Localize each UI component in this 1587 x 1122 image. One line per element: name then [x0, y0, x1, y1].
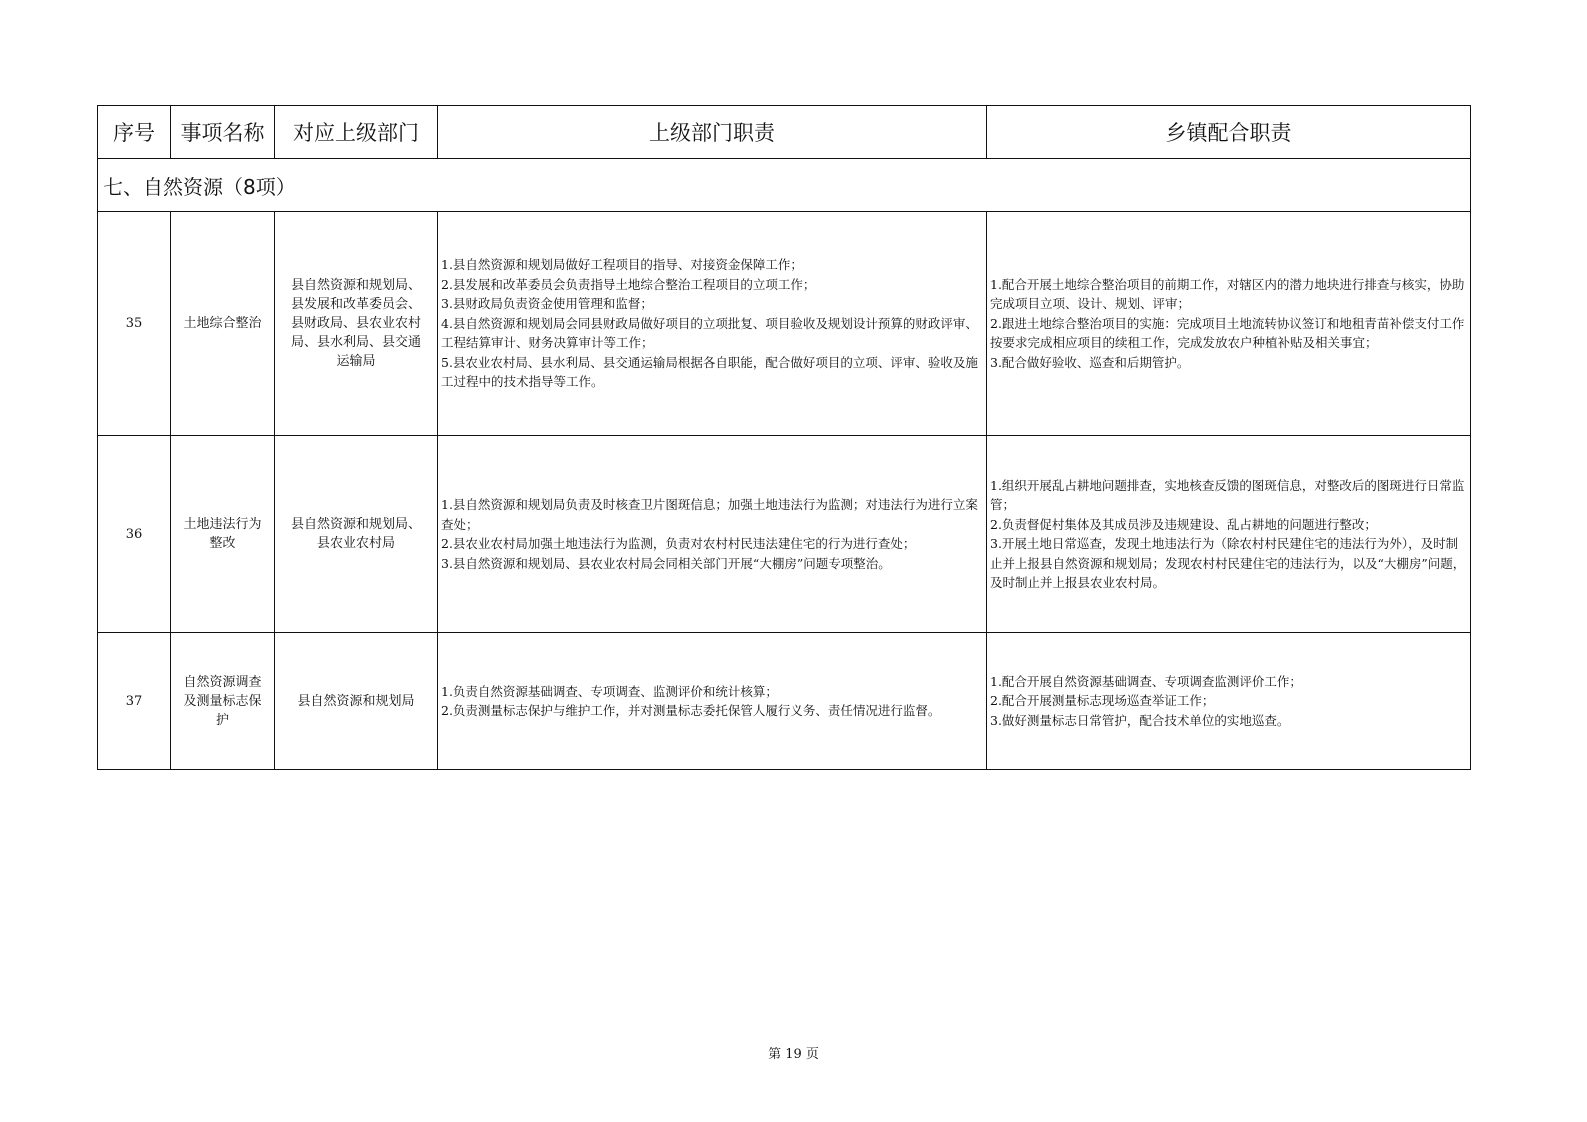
duty-item: 3.开展土地日常巡查，发现土地违法行为（除农村村民建住宅的违法行为外），及时制止并上报县自然资源和规划局；发现农村村民建住宅的违法行为，以及“大棚房”问题，及时制止并上报县农业农村局。 — [990, 536, 1466, 590]
duty-item: 4.县自然资源和规划局会同县财政局做好项目的立项批复、项目验收及规划设计预算的财政评审、工程结算审计、财务决算审计等工作； — [441, 315, 978, 351]
table-row — [98, 633, 1471, 770]
row-number: 37 — [98, 633, 171, 770]
header-item-name: 事项名称 — [171, 106, 275, 159]
department-line: 县财政局、县农业农村 — [290, 316, 421, 331]
department-line: 县自然资源和规划局 — [297, 693, 415, 709]
item-name — [171, 436, 275, 633]
section-row — [98, 159, 1471, 212]
item-name-line: 整改 — [209, 536, 236, 551]
table-row — [98, 212, 1471, 436]
department-line: 县自然资源和规划局、 — [290, 517, 421, 532]
section-title: 七、自然资源（8项） — [98, 159, 1471, 212]
duty-item: 2.负责测量标志保护与维护工作，并对测量标志委托保管人履行义务、责任情况进行监督。 — [441, 703, 941, 718]
duty-item: 1.县自然资源和规划局做好工程项目的指导、对接资金保障工作； — [441, 257, 803, 273]
township-duties — [987, 212, 1471, 436]
department-line: 县自然资源和规划局、 — [290, 278, 421, 293]
item-name — [171, 212, 275, 436]
department-line: 县发展和改革委员会、 — [290, 297, 421, 312]
duty-item: 5.县农业农村局、县水利局、县交通运输局根据各自职能，配合做好项目的立项、评审、验收及施工过程中的技术指导等工作。 — [441, 354, 978, 390]
item-name-line: 护 — [215, 712, 229, 728]
item-name-line: 土地违法行为 — [183, 517, 262, 532]
header-township-duties: 乡镇配合职责 — [987, 106, 1471, 159]
header-upper-department: 对应上级部门 — [275, 106, 438, 159]
item-name — [171, 633, 275, 770]
duty-item: 1.负责自然资源基础调查、专项调查、监测评价和统计核算； — [441, 683, 778, 699]
duty-item: 2.配合开展测量标志现场巡查举证工作； — [990, 693, 1215, 709]
page-number: 第 19 页 — [768, 1047, 819, 1062]
upper-department — [275, 212, 438, 436]
upper-duties — [438, 212, 987, 436]
department-line: 运输局 — [336, 354, 376, 369]
duty-item: 3.配合做好验收、巡查和后期管护。 — [990, 354, 1190, 370]
township-duties — [987, 436, 1471, 633]
duty-item: 1.组织开展乱占耕地问题排查，实地核查反馈的图斑信息，对整改后的图斑进行日常监管； — [990, 477, 1465, 512]
header-row — [98, 106, 1471, 159]
department-line: 县农业农村局 — [316, 536, 395, 551]
duty-item: 2.县农业农村局加强土地违法行为监测，负责对农村村民违法建住宅的行为进行查处； — [441, 536, 916, 551]
upper-department — [275, 436, 438, 633]
duty-item: 1.配合开展自然资源基础调查、专项调查监测评价工作； — [990, 673, 1302, 689]
upper-duties — [438, 633, 987, 770]
item-name-line: 自然资源调查 — [183, 674, 262, 690]
duty-table — [97, 105, 1471, 770]
header-upper-duties: 上级部门职责 — [438, 106, 987, 159]
row-number: 35 — [98, 212, 171, 436]
header-number: 序号 — [98, 106, 171, 159]
duty-item: 2.跟进土地综合整治项目的实施：完成项目土地流转协议签订和地租青苗补偿支付工作按要求完成相应项目的续租工作，完成发放农户种植补贴及相关事宜； — [990, 315, 1465, 351]
duty-item: 3.县财政局负责资金使用管理和监督； — [441, 296, 653, 312]
item-name-line: 土地综合整治 — [183, 316, 262, 331]
duty-item: 2.县发展和改革委员会负责指导土地综合整治工程项目的立项工作； — [441, 276, 816, 292]
upper-duties — [438, 436, 987, 633]
township-duties — [987, 633, 1471, 770]
upper-department — [275, 633, 438, 770]
duty-item: 1.配合开展土地综合整治项目的前期工作，对辖区内的潜力地块进行排查与核实，协助完成项目立项、设计、规划、评审； — [990, 276, 1465, 312]
duty-item: 3.做好测量标志日常管护，配合技术单位的实地巡查。 — [990, 712, 1290, 728]
duty-item: 3.县自然资源和规划局、县农业农村局会同相关部门开展“大棚房”问题专项整治。 — [441, 555, 891, 571]
item-name-line: 及测量标志保 — [183, 693, 262, 709]
department-line: 局、县水利局、县交通 — [290, 335, 421, 350]
duty-item: 2.负责督促村集体及其成员涉及违规建设、乱占耕地的问题进行整改； — [990, 516, 1377, 532]
table-row — [98, 436, 1471, 633]
row-number: 36 — [98, 436, 171, 633]
duty-item: 1.县自然资源和规划局负责及时核查卫片图斑信息；加强土地违法行为监测；对违法行为进行立案查处； — [441, 497, 978, 532]
